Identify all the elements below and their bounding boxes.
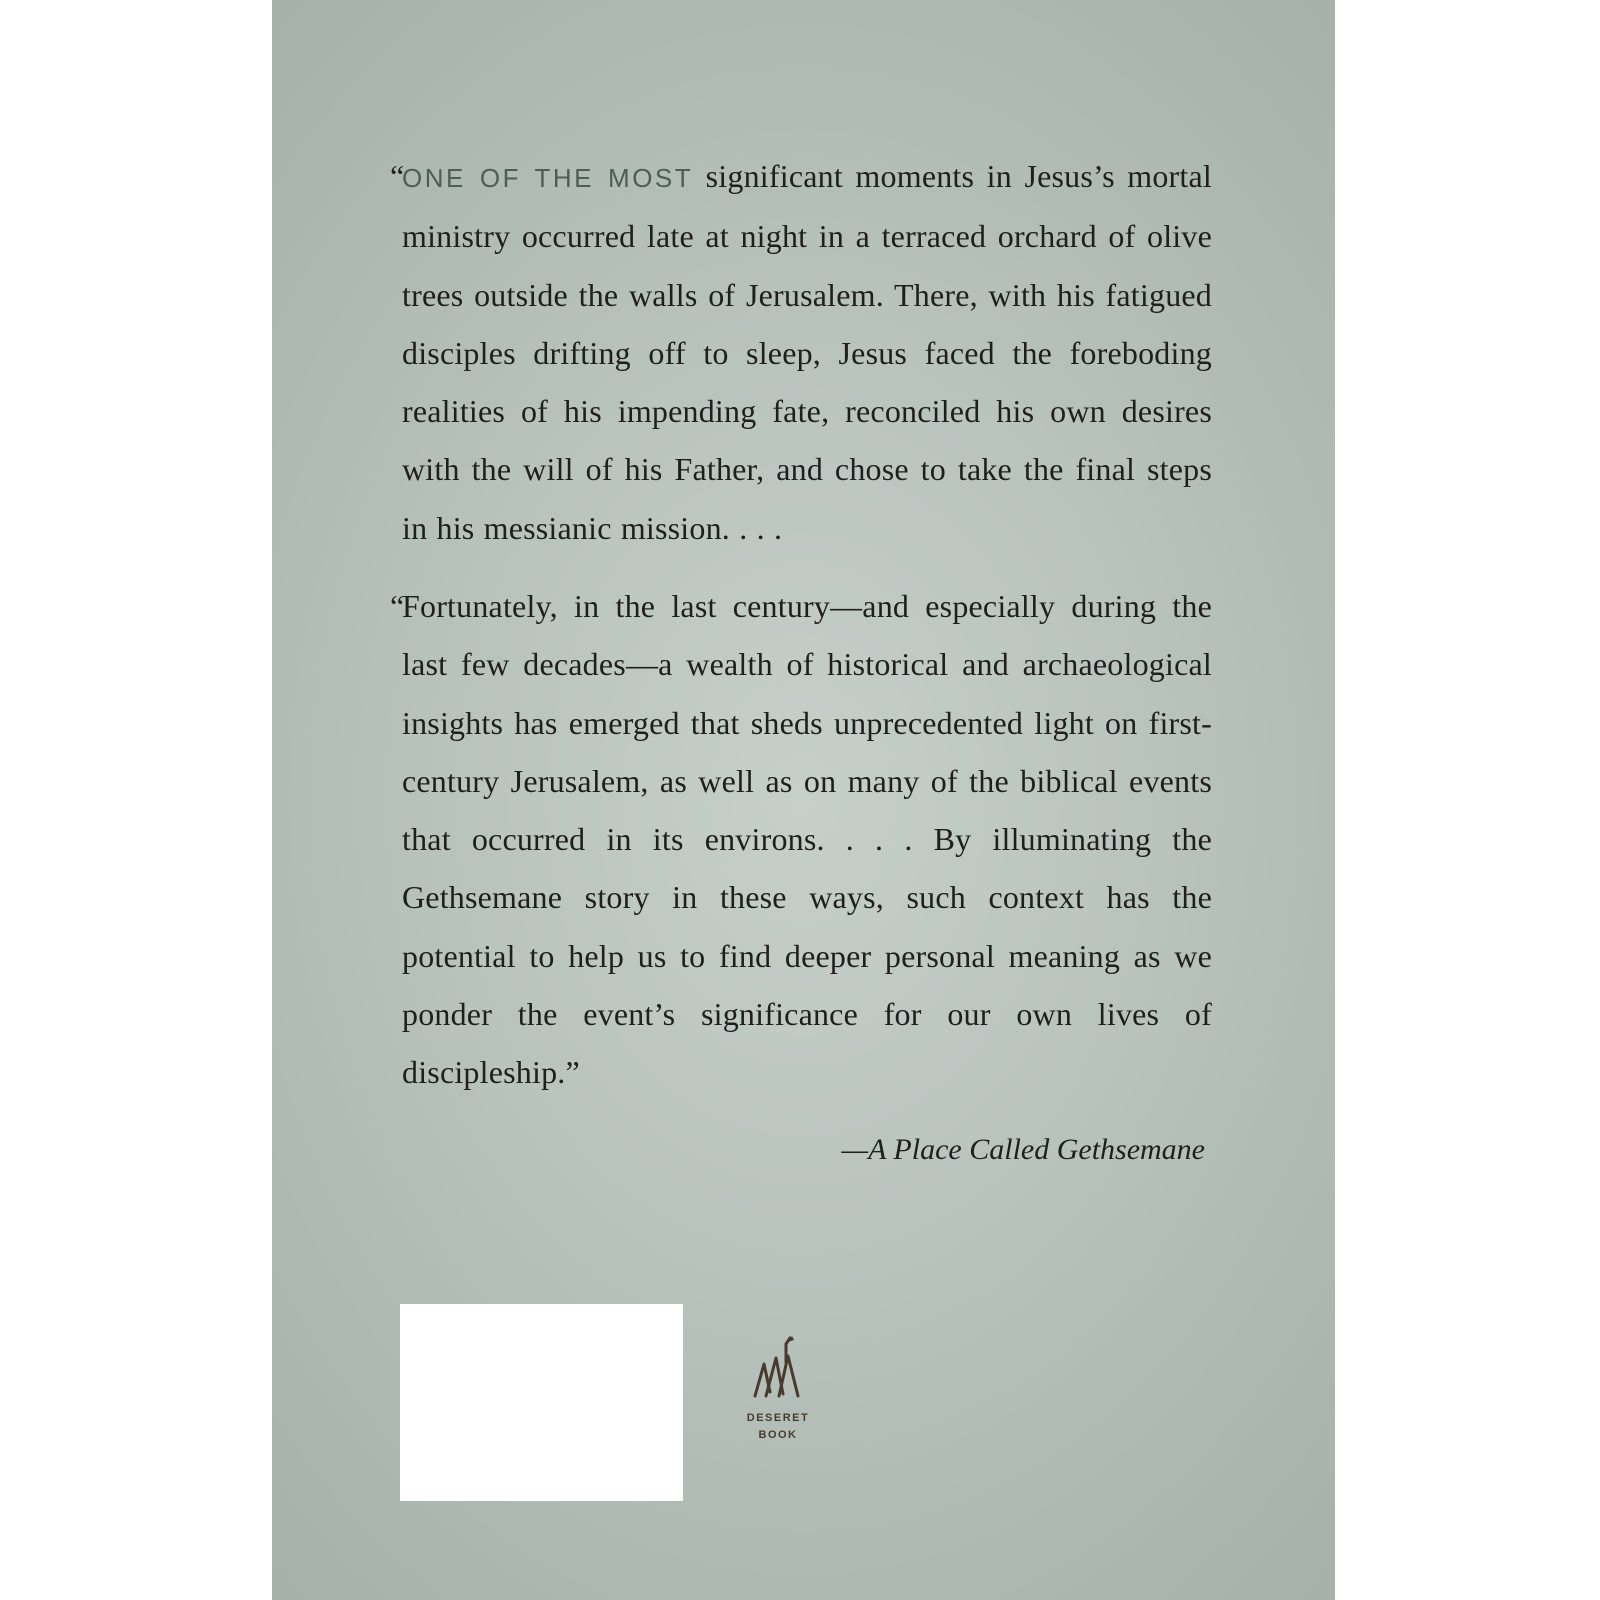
quote-paragraph-1-text: significant moments in Jesus’s mortal ministry occurred late at night in a terraced orchard of olive trees outside the walls of Jerusalem. There, with his fatigued disciples drifting off to sleep, Jesus faced the foreboding realities of his impending fate, reconciled his own desires with the will of his Father, and chose to take the final steps in his messianic mission. . . . bbox=[402, 158, 1212, 546]
quote-paragraph-2-text: Fortunately, in the last century—and especially during the last few decades—a wealth of historical and archaeological insights has emerged that sheds unprecedented light on first-century Jerusalem, as well as on many of the biblical events that occurred in its environs. . . . By illuminating the Gethsemane story in these ways, such context has the potential to help us to find deeper personal meaning as we ponder the event’s significance for our own lives of discipleship.” bbox=[402, 588, 1212, 1091]
publisher-name-line-1: DESERET bbox=[746, 1412, 810, 1424]
publisher-logo bbox=[738, 1330, 818, 1450]
deseret-book-logo-icon bbox=[752, 1334, 804, 1400]
attribution: —A Place Called Gethsemane bbox=[841, 1133, 1205, 1166]
quote-paragraph-2 bbox=[390, 577, 1212, 1102]
open-quote-mark: “ bbox=[390, 158, 405, 194]
quote-paragraph-1 bbox=[390, 147, 1212, 557]
publisher-name-line-2: BOOK bbox=[758, 1429, 798, 1441]
barcode-placeholder bbox=[400, 1304, 683, 1501]
lead-smallcaps: ONE OF THE MOST bbox=[402, 163, 694, 193]
back-cover bbox=[272, 0, 1335, 1600]
open-quote-mark-2: “ bbox=[390, 588, 405, 624]
